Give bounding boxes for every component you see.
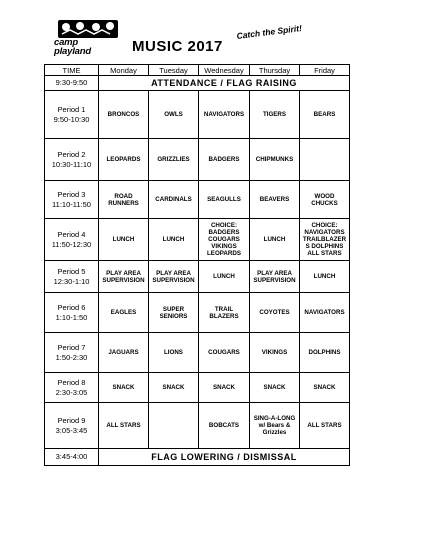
period-name: Period 4 <box>57 229 86 239</box>
cell-thursday: BEAVERS <box>250 181 300 219</box>
cell-friday: BEARS <box>300 91 350 139</box>
cell-thursday: VIKINGS <box>250 333 300 373</box>
cell-tuesday: GRIZZLIES <box>149 139 199 181</box>
period-row <box>45 403 350 449</box>
col-header-monday: Monday <box>99 65 149 76</box>
period-time: 9:50-10:30 <box>53 114 90 124</box>
cell-monday: PLAY AREA SUPERVISION <box>99 261 149 293</box>
period-time-cell <box>45 403 99 449</box>
cell-monday: LEOPARDS <box>99 139 149 181</box>
period-row <box>45 219 350 261</box>
period-time-cell <box>45 373 99 403</box>
cell-monday: BRONCOS <box>99 91 149 139</box>
col-header-friday: Friday <box>300 65 350 76</box>
period-name: Period 8 <box>57 377 86 387</box>
cell-thursday: CHIPMUNKS <box>250 139 300 181</box>
cell-tuesday: PLAY AREA SUPERVISION <box>149 261 199 293</box>
cell-monday: ALL STARS <box>99 403 149 449</box>
cell-thursday: SNACK <box>250 373 300 403</box>
period-row <box>45 293 350 333</box>
period-time: 2:30-3:05 <box>55 387 88 397</box>
period-name: Period 5 <box>57 266 86 276</box>
period-name: Period 3 <box>57 189 86 199</box>
period-name: Period 6 <box>57 302 86 312</box>
cell-wednesday: LUNCH <box>199 261 250 293</box>
attendance-time: 9:30-9:50 <box>45 76 99 91</box>
dismissal-label: FLAG LOWERING / DISMISSAL <box>99 449 350 466</box>
period-name: Period 9 <box>57 415 86 425</box>
col-header-wednesday: Wednesday <box>199 65 250 76</box>
period-name: Period 1 <box>57 104 86 114</box>
cell-tuesday: OWLS <box>149 91 199 139</box>
cell-wednesday: CHOICE: BADGERS COUGARS VIKINGS LEOPARDS <box>199 219 250 261</box>
period-time: 12:30-1:10 <box>53 276 90 286</box>
cell-friday: WOOD CHUCKS <box>300 181 350 219</box>
cell-friday: NAVIGATORS <box>300 293 350 333</box>
col-header-tuesday: Tuesday <box>149 65 199 76</box>
col-header-time: TIME <box>45 65 99 76</box>
cell-wednesday: NAVIGATORS <box>199 91 250 139</box>
logo-line2: playland <box>54 46 91 57</box>
period-time-cell <box>45 139 99 181</box>
cell-tuesday: CARDINALS <box>149 181 199 219</box>
logo-line1: camp <box>54 37 79 48</box>
cell-thursday: COYOTES <box>250 293 300 333</box>
cell-tuesday: SNACK <box>149 373 199 403</box>
period-time: 3:05-3:45 <box>55 425 88 435</box>
period-row <box>45 139 350 181</box>
period-time-cell <box>45 261 99 293</box>
period-name: Period 7 <box>57 342 86 352</box>
cell-monday: SNACK <box>99 373 149 403</box>
schedule-table <box>44 64 350 466</box>
cell-thursday: TIGERS <box>250 91 300 139</box>
period-time-cell <box>45 219 99 261</box>
cell-tuesday <box>149 403 199 449</box>
period-time-cell <box>45 333 99 373</box>
period-time: 11:10-11:50 <box>52 199 91 209</box>
col-header-thursday: Thursday <box>250 65 300 76</box>
period-time-cell <box>45 91 99 139</box>
cell-monday: LUNCH <box>99 219 149 261</box>
dismissal-time: 3:45-4:00 <box>45 449 99 466</box>
cell-wednesday: SNACK <box>199 373 250 403</box>
attendance-row <box>45 76 350 91</box>
cell-thursday: LUNCH <box>250 219 300 261</box>
period-time: 1:10-1:50 <box>55 312 88 322</box>
period-name: Period 2 <box>57 149 86 159</box>
period-row <box>45 181 350 219</box>
period-time: 10:30-11:10 <box>51 159 92 169</box>
period-time-cell <box>45 293 99 333</box>
header-row <box>45 65 350 76</box>
period-row <box>45 373 350 403</box>
period-row <box>45 333 350 373</box>
period-row <box>45 261 350 293</box>
logo-text <box>54 38 91 56</box>
period-row <box>45 91 350 139</box>
cell-friday: CHOICE: NAVIGATORS TRAILBLAZERS DOLPHINS ALL STARS <box>300 219 350 261</box>
cell-thursday: PLAY AREA SUPERVISION <box>250 261 300 293</box>
period-time-cell <box>45 181 99 219</box>
cell-wednesday: SEAGULLS <box>199 181 250 219</box>
cell-wednesday: BADGERS <box>199 139 250 181</box>
dismissal-row <box>45 449 350 466</box>
cell-monday: JAGUARS <box>99 333 149 373</box>
cell-monday: EAGLES <box>99 293 149 333</box>
cell-friday <box>300 139 350 181</box>
cell-wednesday: BOBCATS <box>199 403 250 449</box>
cell-tuesday: LIONS <box>149 333 199 373</box>
page-title: MUSIC 2017 <box>132 38 223 55</box>
cell-friday: SNACK <box>300 373 350 403</box>
attendance-label: ATTENDANCE / FLAG RAISING <box>99 76 350 91</box>
cell-tuesday: SUPER SENIORS <box>149 293 199 333</box>
period-time: 1:50-2:30 <box>55 352 88 362</box>
cell-friday: ALL STARS <box>300 403 350 449</box>
cell-wednesday: TRAIL BLAZERS <box>199 293 250 333</box>
cell-tuesday: LUNCH <box>149 219 199 261</box>
period-time: 11:50-12:30 <box>51 239 92 249</box>
cell-wednesday: COUGARS <box>199 333 250 373</box>
cell-friday: DOLPHINS <box>300 333 350 373</box>
cell-monday: ROAD RUNNERS <box>99 181 149 219</box>
cell-friday: LUNCH <box>300 261 350 293</box>
cell-thursday: SING-A-LONG w/ Bears & Grizzles <box>250 403 300 449</box>
slogan: Catch the Spirit! <box>236 22 303 41</box>
